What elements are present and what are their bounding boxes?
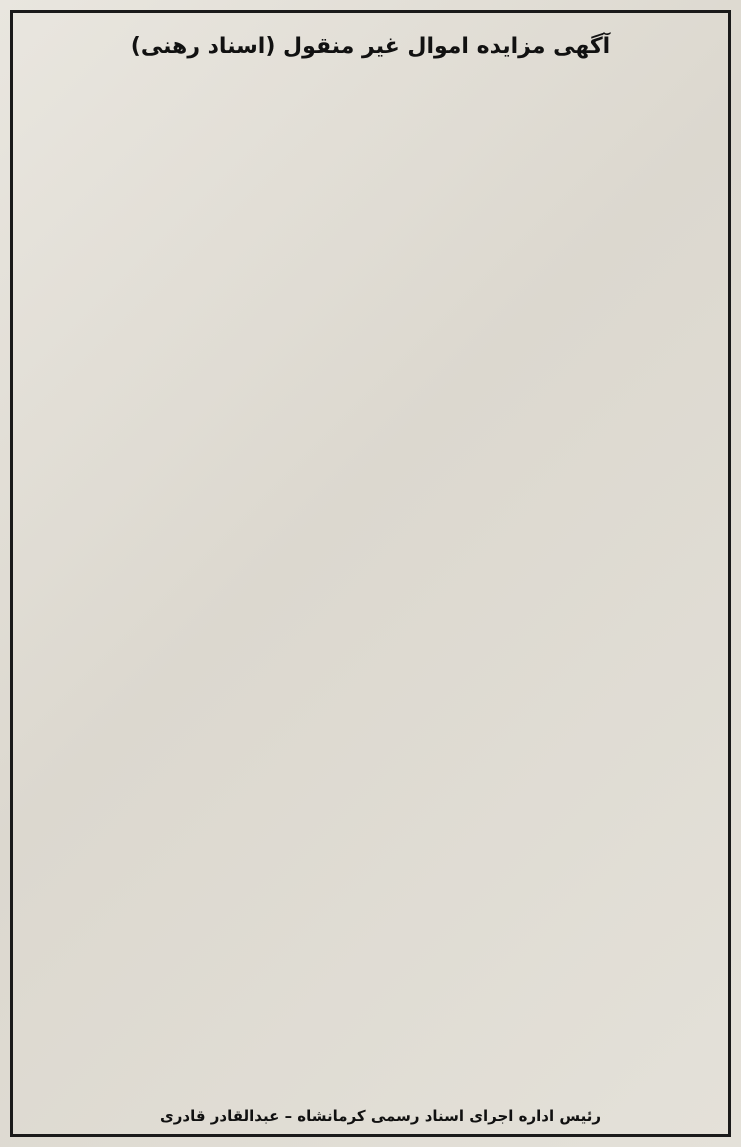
notice-title: آگهی مزایده اموال غیر منقول (اسناد رهنی) xyxy=(130,34,611,59)
notice-signature: رئیس اداره اجرای اسناد رسمی کرمانشاه – عبدالقادر قادری xyxy=(160,1107,601,1125)
notice-border xyxy=(10,10,731,1137)
